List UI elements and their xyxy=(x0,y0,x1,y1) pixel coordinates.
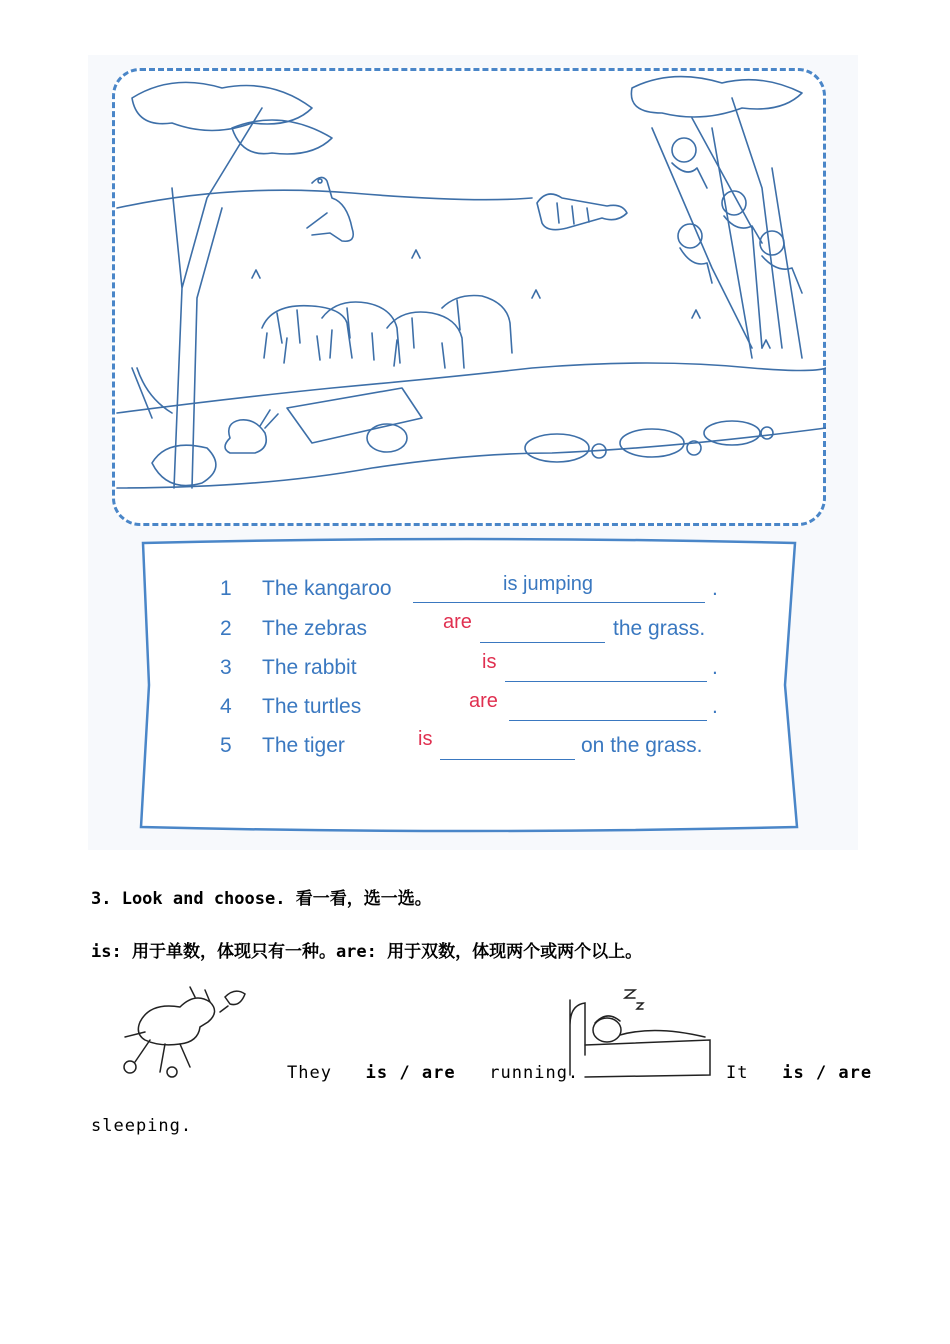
row-subject: The tiger xyxy=(262,734,345,757)
sentence-subject: It xyxy=(726,1063,749,1083)
turtle-icon xyxy=(525,421,773,462)
row-subject: The rabbit xyxy=(262,656,357,679)
zebra-icon xyxy=(262,296,512,369)
kangaroo-icon xyxy=(307,177,353,241)
tree-icon xyxy=(132,82,332,488)
row-number: 3 xyxy=(220,656,232,679)
row-ending: the grass. xyxy=(613,617,706,640)
exercise-row xyxy=(135,573,800,611)
row-number: 5 xyxy=(220,734,232,757)
row-answer: are xyxy=(469,690,498,712)
row-number: 1 xyxy=(220,577,232,600)
sleeping-child-icon xyxy=(565,985,713,1081)
jungle-scene-illustration xyxy=(112,68,826,526)
rabbit-icon xyxy=(225,410,278,453)
choice-is-are[interactable]: is / are xyxy=(782,1063,873,1083)
answer-line xyxy=(505,681,707,682)
sentence-they xyxy=(287,1063,579,1083)
sentence-verb: running. xyxy=(489,1063,580,1083)
row-subject: The zebras xyxy=(262,617,368,640)
exercise-row xyxy=(135,611,800,651)
row-ending: . xyxy=(712,656,718,679)
answer-line xyxy=(509,720,707,721)
row-ending: . xyxy=(712,577,718,600)
row-ending: . xyxy=(712,695,718,718)
choice-is-are[interactable]: is / are xyxy=(365,1063,456,1083)
answer-line xyxy=(413,602,705,603)
dog-icon xyxy=(110,982,255,1082)
row-answer: is jumping xyxy=(503,573,594,595)
row-subject: The kangaroo xyxy=(262,577,392,600)
sentence-verb: sleeping. xyxy=(91,1116,193,1136)
sentence-subject: They xyxy=(287,1063,332,1083)
row-answer: are xyxy=(443,611,472,633)
tree-icon xyxy=(631,77,802,358)
sentence-it-continued xyxy=(91,1116,192,1136)
row-answer: is xyxy=(482,651,497,673)
exercise-row xyxy=(135,651,800,690)
tiger-icon xyxy=(537,194,627,230)
row-number: 4 xyxy=(220,695,232,718)
sentence-it xyxy=(726,1063,872,1083)
fill-in-exercise xyxy=(135,535,800,835)
row-answer: is xyxy=(418,728,433,750)
row-ending: on the grass. xyxy=(581,734,703,757)
row-number: 2 xyxy=(220,617,232,640)
exercise-row xyxy=(135,690,800,729)
exercise-row xyxy=(135,728,800,768)
section-heading: 3. Look and choose. 看一看，选一选。 xyxy=(91,889,432,909)
row-subject: The turtles xyxy=(262,695,362,718)
answer-line xyxy=(480,642,605,643)
answer-line xyxy=(440,759,575,760)
grammar-note: is: 用于单数，体现只有一种。are: 用于双数，体现两个或两个以上。 xyxy=(91,942,643,962)
